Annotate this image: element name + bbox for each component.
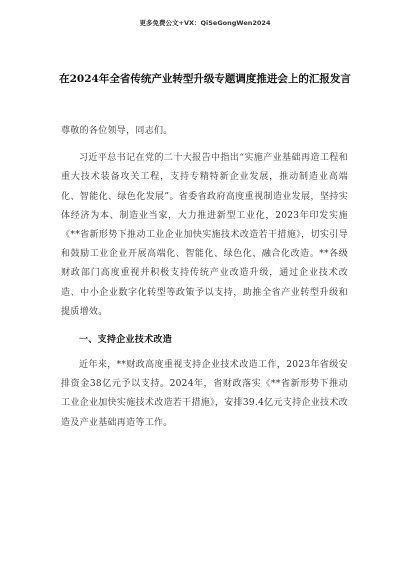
document-body — [61, 122, 348, 433]
intro-paragraph: 习近平总书记在党的二十大报告中指出“实施产业基础再造工程和重大技术装备攻关工程，支持专精特新企业发展，推动制造业高端化、智能化、绿色化发展”。省委省政府高度重视制造业发展，坚持实体经济为本、制造业当家，大力推进新型工业化，2023年印发实施《**省新形势下推动工业企业加快实施技术改造若干措施》，切实引导和鼓励工业企业开展高端化、智能化、绿色化、融合化改造。**各级财政部门高度重视并积极支持传统产业改造升级，通过企业技术改造、中小企业数字化转型等政策予以支持，助推全省产业转型升级和提质增效。 — [61, 153, 348, 317]
section-heading: 一、支持企业技术改造 — [79, 335, 173, 346]
salutation: 尊敬的各位领导，同志们。 — [61, 126, 173, 136]
page-header: 更多免费公文+VX：QiSeGongWen2024 — [139, 19, 271, 27]
section-paragraph: 近年来，**财政高度重视支持企业技术改造工作，2023年省级安排资金38亿元予以支持。2024年，省财政落实《**省新形势下推动工业企业加快实施技术改造若干措施》，安排39.4亿元支持企业技术改造及产业基础再造等工作。 — [61, 360, 348, 428]
document-title: 在2024年全省传统产业转型升级专题调度推进会上的汇报发言 — [59, 73, 351, 85]
